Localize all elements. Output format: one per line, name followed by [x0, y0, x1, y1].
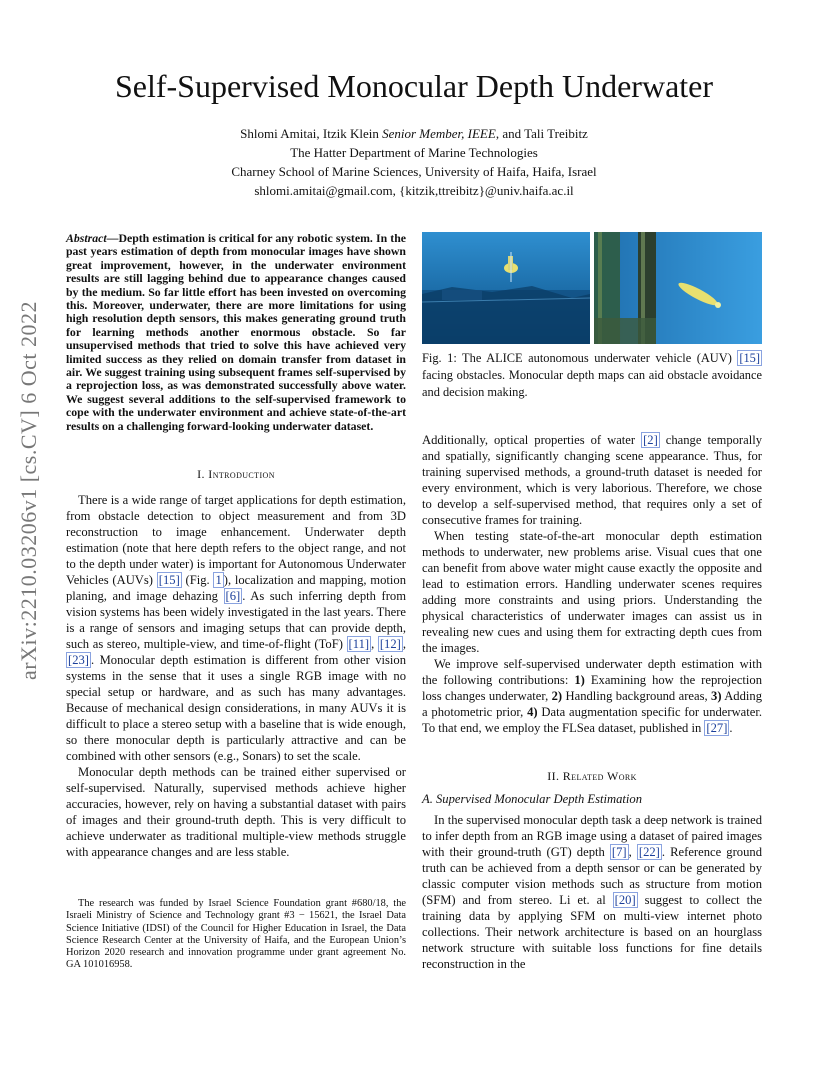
paragraph-testing: When testing state-of-the-art monocular depth estimation methods to underwater, new problems arise. Visual cues that one can benefit from above water might cause exactly the opposite and lead to estimation errors. Handling underwater scenes requires adding more constraints and using priors. Understanding the physical characteristics of underwater images can assist us in revealing new cues and using them for extracting depth cues from the images. — [422, 529, 762, 655]
contribution-number: 4) — [527, 705, 538, 719]
authors-end: , and Tali Treibitz — [495, 126, 588, 141]
citation-link[interactable]: [6] — [225, 589, 241, 603]
affiliation-2: Charney School of Marine Sciences, University of Haifa, Haifa, Israel — [231, 164, 597, 179]
author-emails: shlomi.amitai@gmail.com, {kitzik,ttreibitz}@univ.haifa.ac.il — [254, 183, 574, 198]
arxiv-id-text: arXiv:2210.03206v1 [cs.CV] 6 Oct 2022 — [16, 300, 41, 680]
citation-link[interactable]: [27] — [706, 721, 728, 735]
body-text: Handling background areas, — [562, 689, 712, 703]
body-text: In the supervised monocular depth task a deep network is trained to infer depth from an RGB image using a dataset of paired images with their ground-truth (GT) depth — [422, 813, 762, 859]
citation-link[interactable]: [15] — [739, 351, 760, 365]
section-heading-related-work: II. Related Work — [547, 769, 637, 783]
contribution-number: 3) — [711, 689, 722, 703]
body-text: Additionally, optical properties of water — [422, 433, 642, 447]
intro-text: , — [402, 637, 406, 651]
auv-photos — [422, 232, 762, 344]
author-block — [0, 124, 828, 200]
paragraph-contributions — [422, 656, 762, 736]
body-text: , — [628, 845, 637, 859]
subsection-heading-supervised: A. Supervised Monocular Depth Estimation — [422, 792, 643, 806]
citation-link[interactable]: [20] — [614, 893, 636, 907]
right-column-body — [422, 432, 762, 736]
intro-text: . Monocular depth estimation is different from other vision systems in the sense that it uses a single RGB image with no special setup or hardware, and as such has many advantages. Because of mechanical design considerations, in many AUVs it is difficult to place a stereo setup with a baseline that is wide enough, so there monocular depth is particularly attractive and can be combined with other sensors (e.g., Sonars) to set the scale. — [66, 653, 406, 763]
intro-paragraph-1 — [66, 492, 406, 860]
paragraph-optics — [422, 432, 762, 528]
funding-footnote: The research was funded by Israel Science Foundation grant #680/18, the Israeli Ministry of Science and Technology grant #3 − 15621, the Israel Data Science Initiative (IDSI) of the Council for Higher Education in Israel, the Data Science Research Center at the University of Haifa, and the European Union’s Horizon 2020 research and innovation programme under grant agreement No. GA 101016958. — [66, 898, 406, 971]
intro-paragraph-2: Monocular depth methods can be trained either supervised or self-supervised. Naturally, supervised methods achieve higher accuracies, however, rely on having a substantial dataset with pairs of images and their ground-truth depth. This is very difficult to achieve underwater as traditional multiple-view methods struggle with appearance changes and are less stable. — [66, 765, 406, 859]
intro-text: There is a wide range of target applications for depth estimation, from obstacle detection to object measurement and from 3D reconstruction to image enhancement. Underwater depth estimation (note that here depth refers to the object range, and not to the depth under water) is important for Autonomous Underwater Vehicles (AUVs) — [66, 493, 406, 587]
paper-title: Self-Supervised Monocular Depth Underwater — [114, 68, 714, 104]
citation-link[interactable]: [7] — [611, 845, 627, 859]
body-text: . — [729, 721, 733, 735]
arxiv-identifier — [14, 294, 44, 680]
body-text: suggest to collect the training data by applying SFM on multi-view internet photo collections. Their network architecture is based on an hourglass network structure with suitable loss functions for fine details reconstruction in the — [422, 893, 762, 971]
figure-link[interactable]: 1 — [215, 573, 222, 587]
citation-link[interactable]: [11] — [348, 637, 370, 651]
section-heading-introduction: I. Introduction — [197, 467, 275, 481]
body-text: Examining how the reprojection loss changes underwater, — [422, 673, 763, 703]
citation-link[interactable]: [12] — [379, 637, 401, 651]
intro-text: , — [371, 637, 378, 651]
figure-1 — [422, 232, 762, 344]
contribution-number: 2) — [551, 689, 563, 703]
body-text: . Reference ground truth can be achieved from a depth sensor or can be generated by classic computer vision methods such as structure from motion (SFM) and from stereo. Li et. al — [422, 845, 762, 907]
body-text: change temporally and spatially, significantly changing scene appearance. Thus, for training supervised methods, a ground-truth dataset is needed for every environment, which is very laborious. Therefore, we chose to develop a self-supervised method, that requires only a set of consecutive frames for training. — [422, 433, 762, 527]
intro-text: (Fig. — [181, 573, 214, 587]
body-text: We improve self-supervised underwater depth estimation with the following contributions: — [422, 657, 762, 687]
intro-text: . As such inferring depth from vision systems has been widely investigated in the last years. There is a range of sensors and imaging setups that can provide depth, such as stereo, multiple-view, and time-of-flight (ToF) — [66, 589, 407, 651]
paragraph-supervised — [422, 812, 762, 972]
intro-text: ), localization and mapping, motion planing, and image dehazing — [66, 573, 406, 603]
abstract — [66, 232, 406, 433]
author-list — [0, 124, 828, 143]
body-text: Data augmentation specific for underwater. To that end, we employ the FLSea dataset, published in — [422, 705, 763, 735]
citation-link[interactable]: [15] — [158, 573, 180, 587]
citation-link[interactable]: [2] — [643, 433, 658, 447]
contribution-number: 1) — [574, 673, 585, 687]
citation-link[interactable]: [22] — [638, 845, 660, 859]
abstract-label: Abstract — [66, 231, 107, 245]
abstract-text: —Depth estimation is critical for any robotic system. In the past years estimation of depth from monocular images have shown great improvement, however, in the underwater environment results are still lagging behind due to appearance changes caused by the medium. So far little effort has been invested on overcoming this. Moreover, underwater, there are more limitations for using high resolution depth sensors, this makes generating ground truth for learning methods another enormous obstacle. So far unsupervised methods that tried to solve this have achieved very limited success as they relied on domain transfer from dataset in air. We suggest training using subsequent frames self-supervised by a reprojection loss, as was demonstrated successfully above water. We suggest several additions to the self-supervised framework to cope with the underwater environment and achieve state-of-the-art results on a challenging forward-looking underwater dataset. — [66, 231, 406, 433]
citation-link[interactable]: [23] — [68, 653, 89, 667]
caption-text: facing obstacles. Monocular depth maps can aid obstacle avoidance and decision making. — [422, 368, 762, 399]
affiliation-1: The Hatter Department of Marine Technologies — [290, 145, 538, 160]
figure-1-caption — [422, 350, 762, 401]
author-title: Senior Member, IEEE — [382, 126, 496, 141]
caption-text: Fig. 1: The ALICE autonomous underwater vehicle (AUV) — [422, 351, 738, 365]
body-text: Adding a photometric prior, — [422, 689, 762, 719]
authors-plain: Shlomi Amitai, Itzik Klein — [240, 126, 383, 141]
